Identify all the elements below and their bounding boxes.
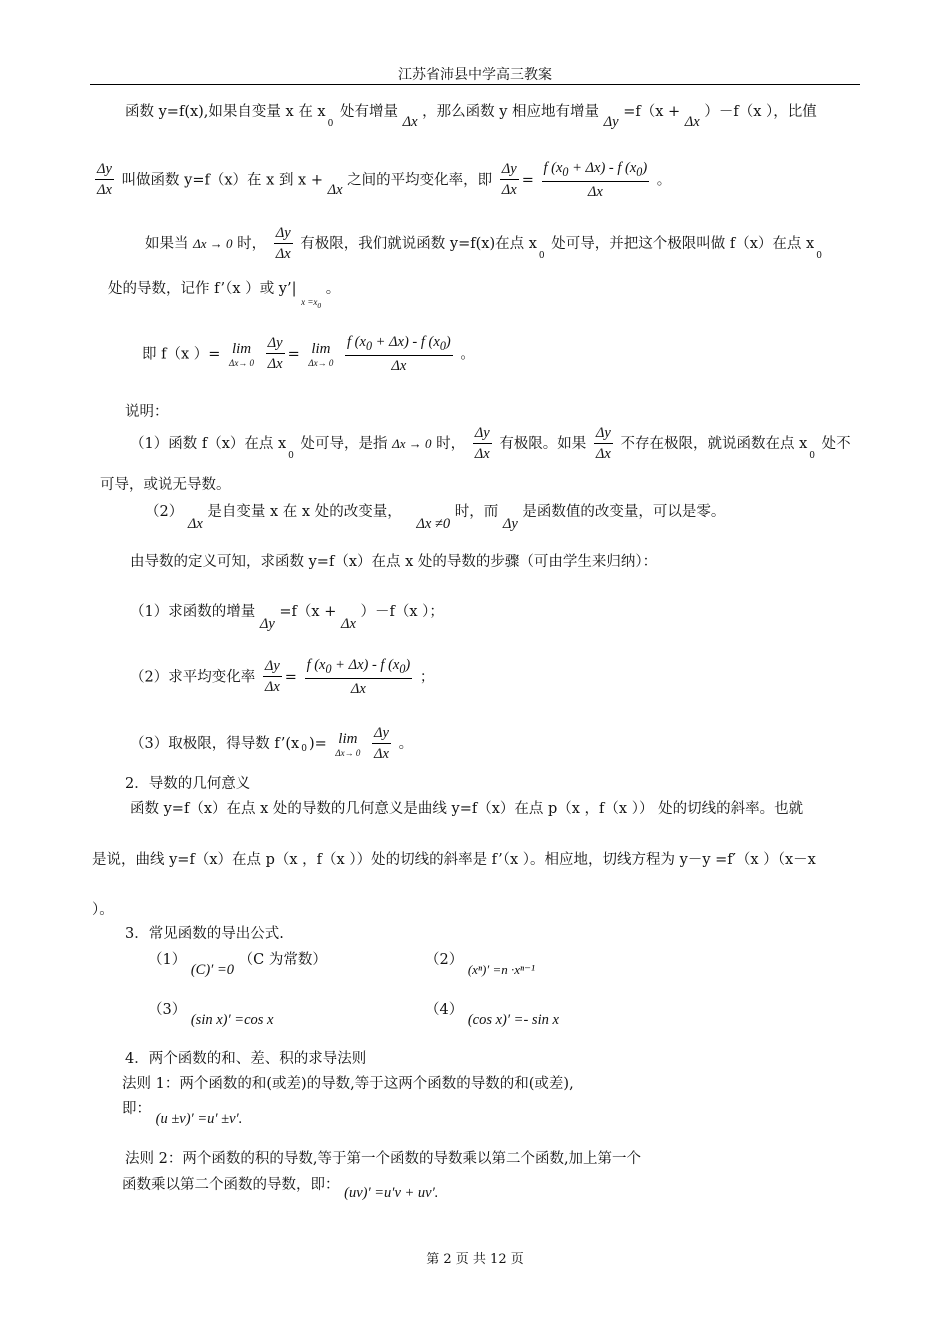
formula-3: （3） (sin x)′ =cos x [148,1002,274,1028]
header-rule [90,84,860,85]
note1-line2: 可导，或说无导数。 [100,477,231,493]
section3-title: 3．常见函数的导出公式. [125,926,284,942]
note1-line1: （1）函数 f（x）在点 $x_0$ 处可导，是指 Δx → 0 时， $\frac{\Delta y}{\Delta x}$ 有极限。如果 $\frac{\Delta y}{\Delta x}$ 不存在极限，就说函数在点 $x_0$ 处不 [130,425,851,462]
rule1-equation: 即： (u ±v)′ =u′ ±v′. [122,1101,243,1127]
note2: （2） Δx 是自变量 x 在 x 处的改变量， Δx ≠0 时，而 Δy 是函数值的改变量，可以是零。 [145,504,726,532]
page-header: 江苏省沛县中学高三教案 [398,67,552,83]
section2-line3: ）。 [92,902,114,918]
step-1: （1）求函数的增量 Δy =f（x + Δx ）－f（x ）； [130,604,444,632]
step-3: （3）取极限，得导数 f’(x $_0$ )= lim Δx→ 0 $\frac{\Delta y}{\Delta x}$ 。 [130,725,414,762]
section4-title: 4．两个函数的和、差、积的求导法则 [125,1051,367,1067]
section2-line1: 函数 y=f（x）在点 x 处的导数的几何意义是曲线 y=f（x）在点 p（x ，f（x ）） 处的切线的斜率。也就 [130,801,804,817]
rule1: 法则 1：两个函数的和(或差)的导数,等于这两个函数的导数的和(或差), [122,1076,574,1092]
formula-1: （1） (C)′ =0 （C 为常数） [148,952,327,978]
formula-4: （4） (cos x)′ =- sin x [425,1002,559,1028]
page-footer: 第 2 页 共 12 页 [426,1252,524,1267]
formula-2: （2） (xⁿ)′ =n ·xⁿ⁻¹ [425,952,535,977]
rule2-line1: 法则 2：两个函数的积的导数,等于第一个函数的导数乘以第二个函数,加上第一个 [125,1151,642,1167]
section2-line2: 是说，曲线 y=f（x）在点 p（x ，f（x ））处的切线的斜率是 f’（x ）。相应地，切线方程为 y－y =f′（x ）（x－x [92,852,816,868]
rule2-line2: 函数乘以第二个函数的导数，即： (uv)′ =u′v + uv′. [122,1177,439,1201]
para2-line1: 如果当 Δx → 0 时， $\frac{\Delta y}{\Delta x}$ 有极限，我们就说函数 y=f(x)在点 $x_0$ 处可导，并把这个极限叫做 f（x）在点 $x_0$ [145,225,822,262]
steps-intro: 由导数的定义可知，求函数 y=f（x）在点 x 处的导数的步骤（可由学生来归纳）： [130,554,658,570]
para1-line2: $\frac{\Delta y}{\Delta x}$ 叫做函数 y=f（x）在 x 到 x + Δx 之间的平均变化率，即 $\frac{\Delta y}{\Delta x}$ = $\frac{f (x_0 + \Delta x) - f (x_0)}{\Delta x}$ 。 [97,160,672,200]
para1-line1: 函数 y=f(x),如果自变量 x 在 $x_0$ 处有增量 Δx ，那么函数 y 相应地有增量 Δy =f（x + Δx ）－f（x ），比值 [125,104,817,130]
shuoming-title: 说明： [125,404,169,420]
section2-title: 2．导数的几何意义 [125,776,251,792]
para2-line2: 处的导数，记作 f’（x ）或 y’| $_{x =x_0}$ 。 [108,281,341,310]
derivative-definition: 即 f（x ）= lim Δx→ 0 $\frac{\Delta y}{\Delta x}$ = lim Δx→ 0 $\frac{f (x_0 + \Delta x) - f (x_0)}{\Delta x}$ 。 [142,334,475,374]
step-2: （2）求平均变化率 $\frac{\Delta y}{\Delta x}$ = $\frac{f (x_0 + \Delta x) - f (x_0)}{\Delta x}$ ； [130,657,435,697]
